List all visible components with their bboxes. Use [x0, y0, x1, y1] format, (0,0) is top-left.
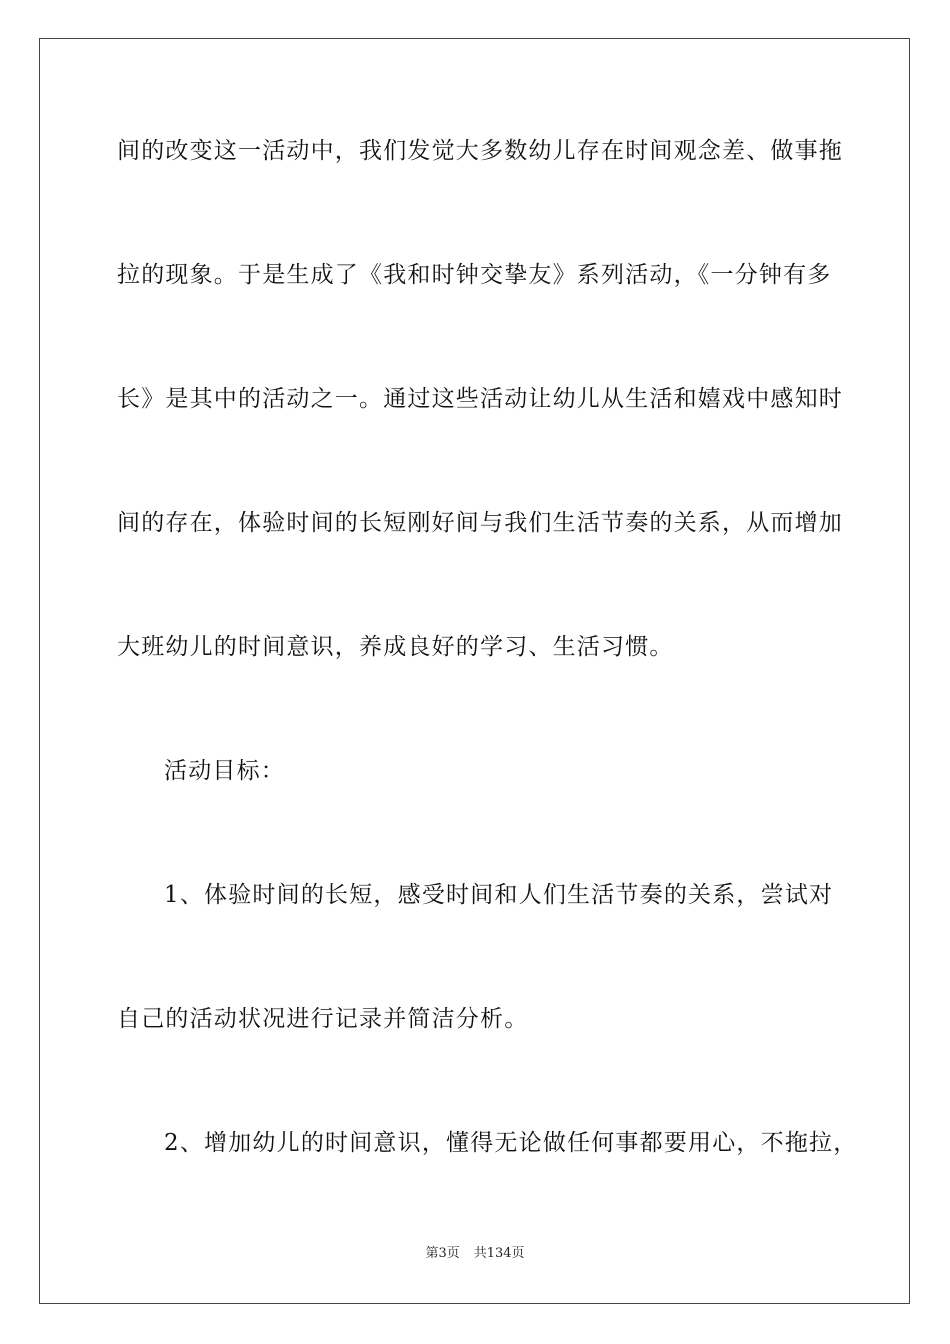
goal-item-1-line-2: 自己的活动状况进行记录并简洁分析。	[117, 1006, 529, 1032]
paragraph-line-4: 间的存在，体验时间的长短刚好间与我们生活节奏的关系，从而增加	[117, 510, 843, 536]
paragraph-line-5: 大班幼儿的时间意识，养成良好的学习、生活习惯。	[117, 634, 674, 660]
goal-item-1-line-1: 1、体验时间的长短，感受时间和人们生活节奏的关系，尝试对	[164, 882, 834, 908]
page-number: 第3页	[425, 1246, 460, 1261]
page-footer	[0, 1245, 950, 1263]
paragraph-line-3: 长》是其中的活动之一。通过这些活动让幼儿从生活和嬉戏中感知时	[117, 386, 843, 412]
section-heading-activity-goals: 活动目标：	[164, 758, 285, 784]
paragraph-line-1: 间的改变这一活动中，我们发觉大多数幼儿存在时间观念差、做事拖	[117, 138, 843, 164]
total-pages: 共134页	[473, 1246, 525, 1261]
goal-item-2-line-1: 2、增加幼儿的时间意识，懂得无论做任何事都要用心，不拖拉，	[164, 1130, 858, 1156]
paragraph-line-2: 拉的现象。于是生成了《我和时钟交挚友》系列活动，《一分钟有多	[117, 262, 832, 288]
page-border	[39, 38, 910, 1304]
